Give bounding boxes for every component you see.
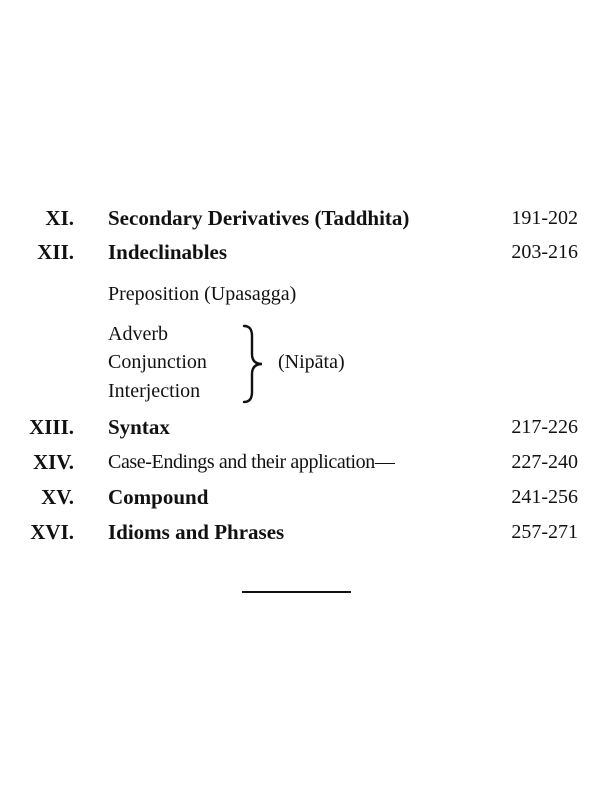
toc-numeral: XII. — [37, 240, 74, 264]
toc-numeral: XIII. — [29, 415, 74, 439]
toc-page-range: 241-256 — [511, 486, 578, 508]
toc-entry-xvi — [0, 517, 600, 547]
right-curly-brace-icon — [238, 324, 268, 404]
toc-title: Syntax — [108, 415, 170, 439]
subentry-group-label: (Nipāta) — [278, 351, 345, 373]
toc-title: Case-Endings and their application— — [108, 451, 395, 473]
toc-title: Indeclinables — [108, 240, 228, 264]
toc-page-range: 217-226 — [511, 416, 578, 438]
toc-entry-xi — [0, 203, 600, 233]
toc-entry-xv — [0, 482, 600, 512]
subentry-preposition: Preposition (Upasagga) — [108, 283, 297, 305]
toc-title: Secondary Derivatives (Taddhita) — [108, 206, 410, 230]
toc-page-range: 257-271 — [511, 521, 578, 543]
toc-title: Compound — [108, 485, 209, 509]
toc-entry-xiv — [0, 447, 600, 477]
toc-entry-xiii — [0, 412, 600, 442]
toc-page-range: 191-202 — [511, 207, 578, 229]
toc-entry-xii — [0, 237, 600, 267]
subentry-adverb: Adverb — [108, 323, 168, 345]
toc-page-range: 227-240 — [511, 451, 578, 473]
subentry-interjection: Interjection — [108, 380, 201, 402]
toc-numeral: XVI. — [30, 520, 74, 544]
toc-page-range: 203-216 — [511, 241, 578, 263]
toc-numeral: XV. — [41, 485, 74, 509]
toc-numeral: XI. — [45, 206, 74, 230]
toc-title: Idioms and Phrases — [108, 520, 285, 544]
subentry-conjunction: Conjunction — [108, 351, 207, 373]
closing-rule-divider — [242, 591, 351, 593]
toc-numeral: XIV. — [32, 450, 74, 474]
